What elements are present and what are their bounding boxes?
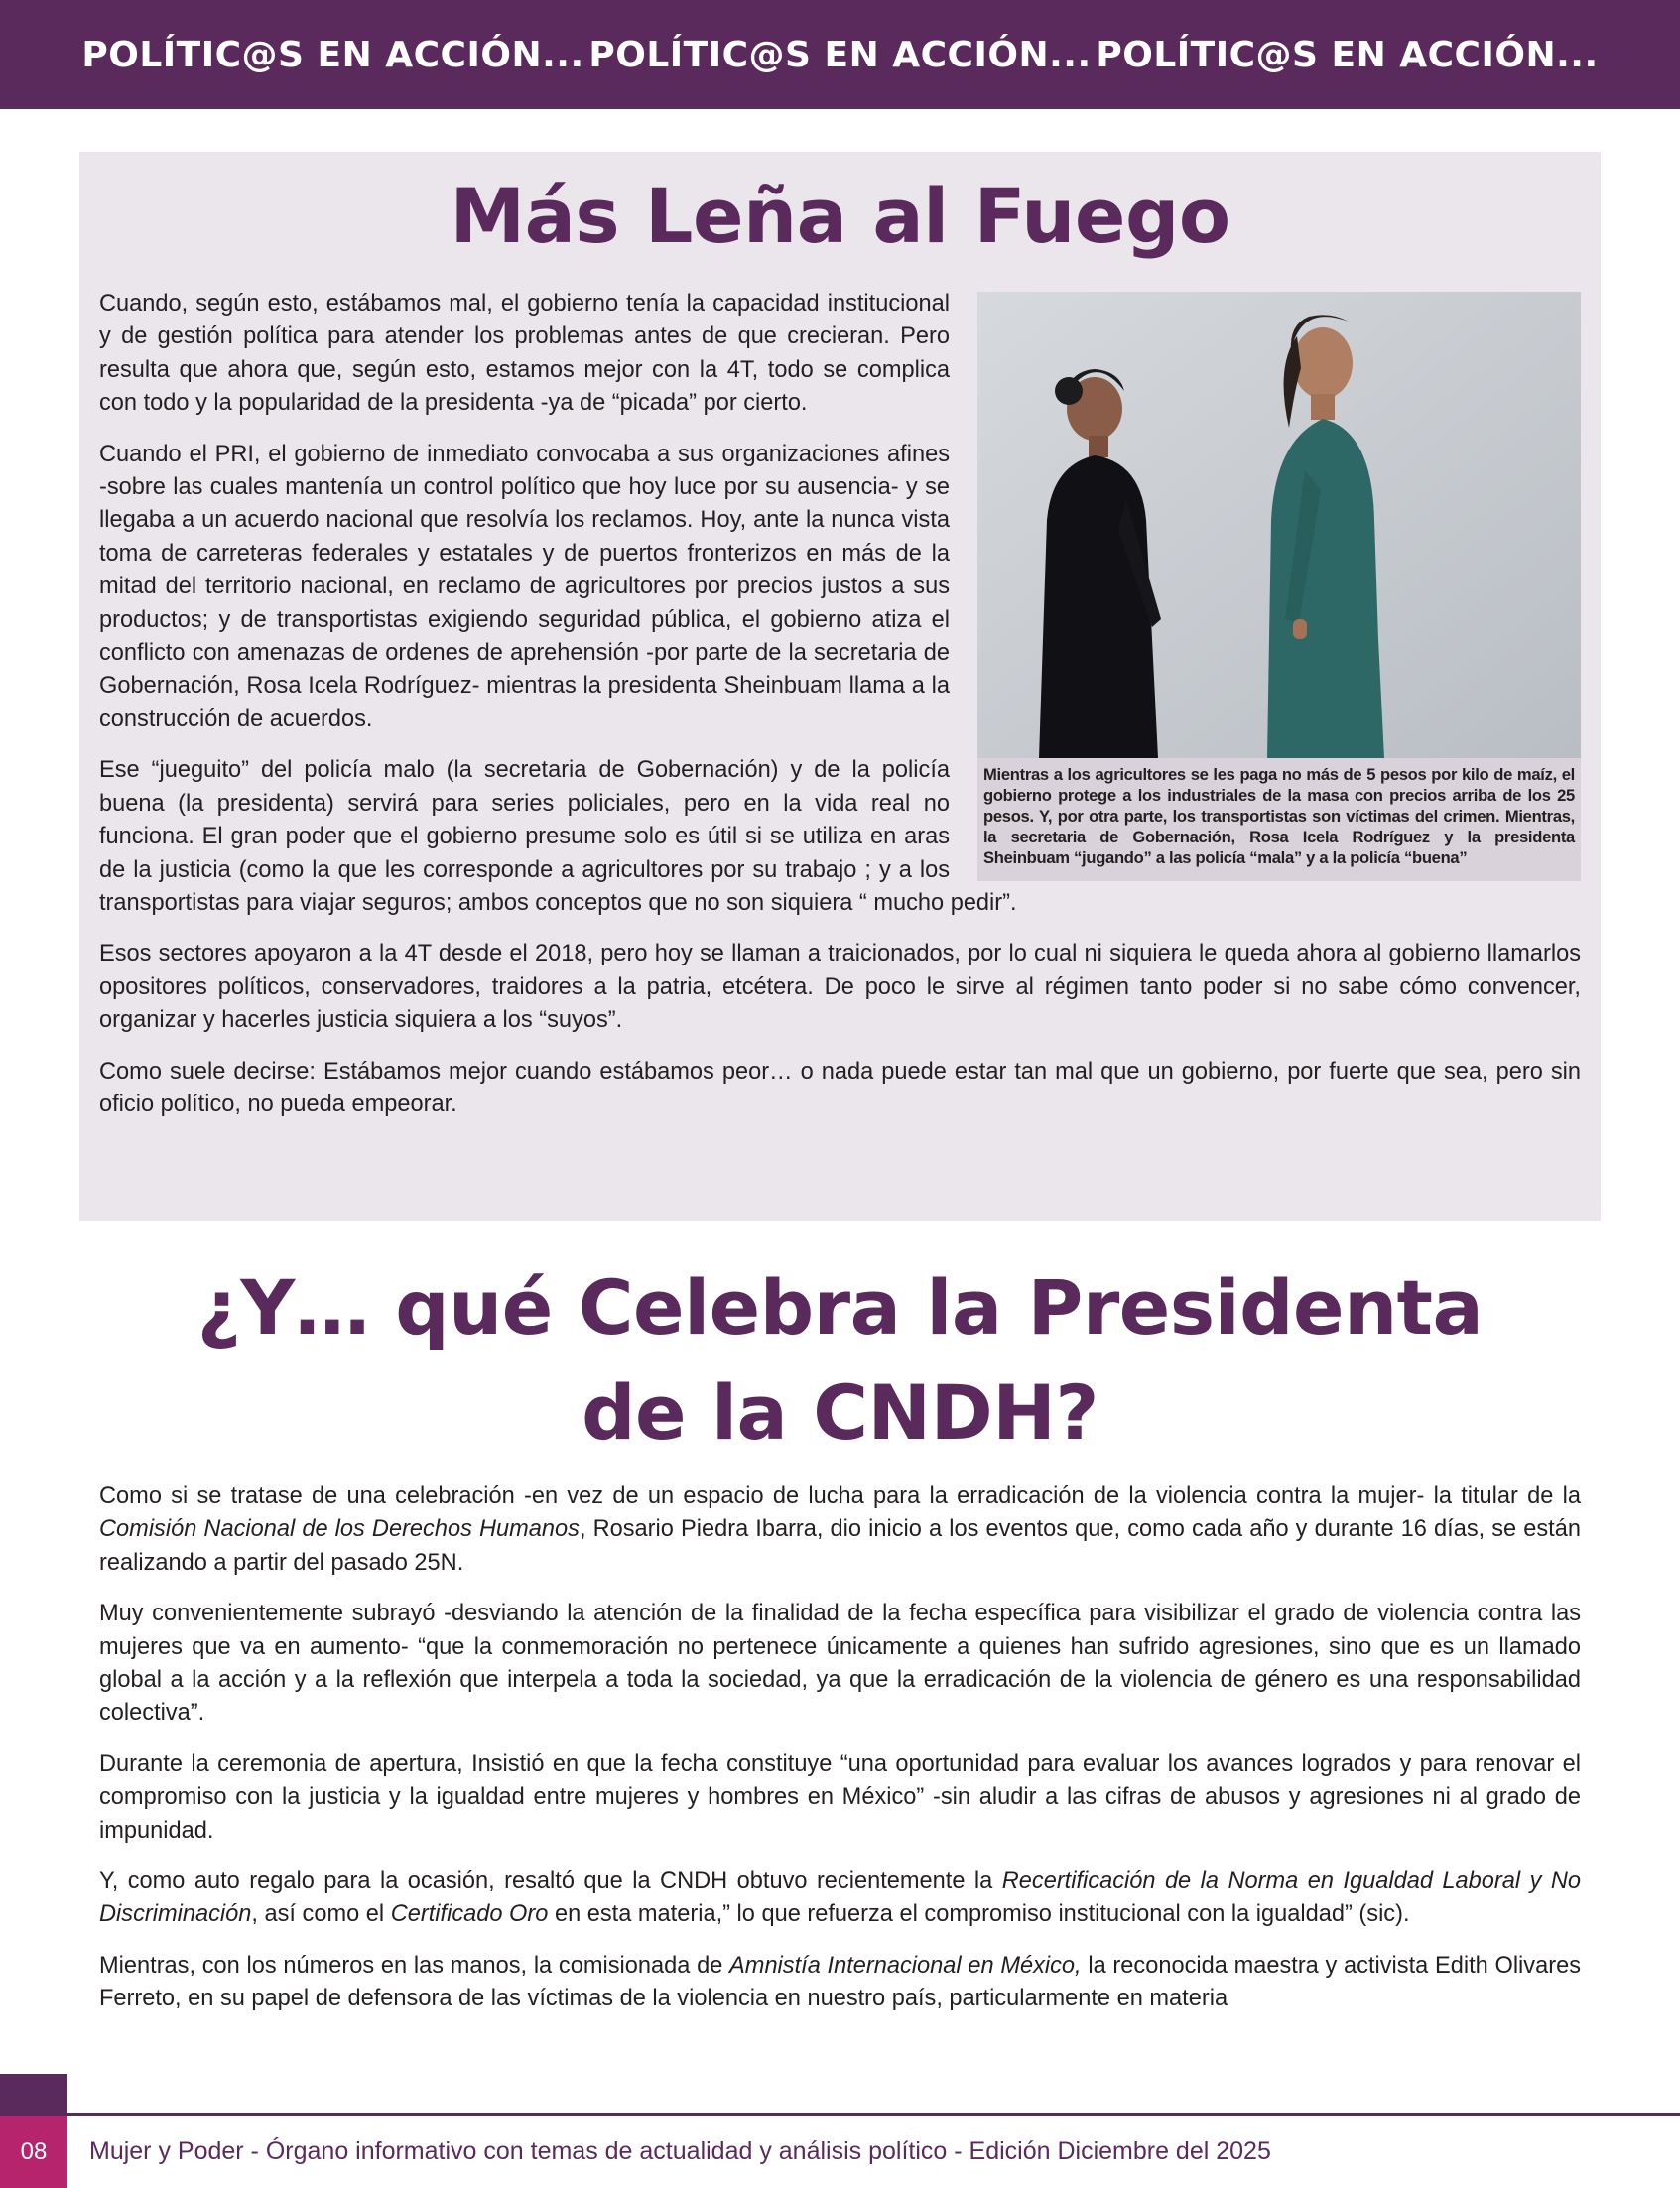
- paragraph: Como suele decirse: Estábamos mejor cuando estábamos peor… o nada puede estar tan mal que un gobierno, por fuerte que sea, pero sin oficio político, no pueda empeorar.: [99, 1058, 1581, 1117]
- paragraph: Mientras, con los números en las manos, la comisionada de Amnistía Internacional en México, la reconocida maestra y activista Edith Olivares Ferreto, en su papel de defensora de las víctimas de la violencia en nuestro país, particularmente en materia: [99, 1952, 1581, 2012]
- article-title: Más Leña al Fuego: [450, 172, 1230, 260]
- article-photo-block: [977, 292, 1581, 881]
- article-photo: [977, 292, 1581, 758]
- section-label: POLÍTIC@S EN ACCIÓN...: [1096, 34, 1599, 75]
- paragraph: Durante la ceremonia de apertura, Insistió en que la fecha constituye “una oportunidad para evaluar los avances logrados y para renovar el compromiso con la justicia y la igualdad entre mujeres y hombres en México” -sin aludir a las cifras de abusos y agresiones ni al grado de impunidad.: [99, 1750, 1581, 1844]
- article-title-cndh: [79, 1255, 1601, 1466]
- paragraph: Esos sectores apoyaron a la 4T desde el 2018, pero hoy se llaman a traicionados, por lo cual ni siquiera le queda ahora al gobierno llamarlos opositores políticos, conservadores, traidores a la patria, etcétera. De poco le sirve al régimen tanto poder si no sabe cómo convencer, organizar y hacerles justicia siquiera a los “suyos”.: [99, 941, 1581, 1034]
- paragraph: Muy convenientemente subrayó -desviando la atención de la finalidad de la fecha específica para visibilizar el grado de violencia contra las mujeres que va en aumento- “que la conmemoración no pertenece únicamente a quienes han sufrido agresiones, sino que es un llamado global a la acción y a la reflexión que interpela a toda la sociedad, ya que la erradicación de la violencia de género es una responsabilidad colectiva”.: [99, 1601, 1581, 1727]
- paragraph: Cuando el PRI, el gobierno de inmediato convocaba a sus organizaciones afines -sobre las cuales mantenía un control político que hoy luce por su ausencia- y se llegaba a un acuerdo nacional que resolvía los reclamos. Hoy, ante la nunca vista toma de carreteras federales y estatales y de puertos fronterizos en más de la mitad del territorio nacional, en reclamo de agricultores por precios justos a sus productos; y de transportistas exigiendo seguridad pública, el gobierno atiza el conflicto con amenazas de ordenes de aprehensión -por parte de la secretaria de Gobernación, Rosa Icela Rodríguez- mientras la presidenta Sheinbuam llama a la construcción de acuerdos.: [99, 441, 950, 732]
- emphasis: Comisión Nacional de los Derechos Humanos: [99, 1516, 580, 1543]
- section-label: POLÍTIC@S EN ACCIÓN...: [588, 34, 1092, 75]
- section-label: POLÍTIC@S EN ACCIÓN...: [81, 34, 584, 75]
- emphasis: Certificado Oro: [390, 1901, 549, 1928]
- title-line: ¿Y… qué Celebra la Presidenta: [196, 1263, 1484, 1351]
- article-body: [99, 288, 1581, 1139]
- paragraph: Y, como auto regalo para la ocasión, resaltó que la CNDH obtuvo recientemente la Recertificación de la Norma en Igualdad Laboral y No Discriminación, así como el Certificado Oro en esta materia,” lo que refuerza el compromiso institucional con la igualdad” (sic).: [99, 1868, 1581, 1928]
- title-line: de la CNDH?: [582, 1368, 1098, 1457]
- article-body-cndh: [99, 1480, 1581, 2034]
- footer-tab: [0, 2074, 67, 2188]
- page-number: 08: [0, 2116, 67, 2188]
- footer-divider: [67, 2113, 1680, 2116]
- emphasis: Amnistía Internacional en México,: [729, 1952, 1082, 1979]
- photo-caption: Mientras a los agricultores se les paga no más de 5 pesos por kilo de maíz, el gobierno protege a los industriales de la masa con precios arriba de los 25 pesos. Y, por otra parte, los transportistas son víctimas del crimen. Mientras, la secretaria de Gobernación, Rosa Icela Rodríguez y la presidenta Sheinbuam “jugando” a las policía “mala” y a la policía “buena”: [977, 758, 1581, 881]
- paragraph: Ese “jueguito” del policía malo (la secretaria de Gobernación) y de la policía buena (la presidenta) servirá para series policiales, pero en la vida real no funciona. El gran poder que el gobierno presume solo es útil si se utiliza en aras de la justicia (como la que les corresponde a agricultores por su trabajo ; y a los transportistas para viajar seguros; ambos conceptos que no son siquiera “ mucho pedir”.: [99, 757, 1017, 916]
- article-mas-lena-al-fuego: [79, 152, 1601, 1221]
- section-header-band: [0, 0, 1680, 109]
- photo-two-women-illustration: [977, 292, 1581, 758]
- paragraph: Como si se tratase de una celebración -en vez de un espacio de lucha para la erradicación de la violencia contra la mujer- la titular de la Comisión Nacional de los Derechos Humanos, Rosario Piedra Ibarra, dio inicio a los eventos que, como cada año y durante 16 días, se están realizando a partir del pasado 25N.: [99, 1483, 1581, 1576]
- paragraph: Cuando, según esto, estábamos mal, el gobierno tenía la capacidad institucional y de gestión política para atender los problemas antes de que crecieran. Pero resulta que ahora que, según esto, estamos mejor con la 4T, todo se complica con todo y la popularidad de la presidenta -ya de “picada” por cierto.: [99, 291, 950, 417]
- footer-text: Mujer y Poder - Órgano informativo con temas de actualidad y análisis político - Edición Diciembre del 2025: [89, 2137, 1271, 2165]
- emphasis: Recertificación de la Norma en Igualdad Laboral y No Discriminación: [99, 1868, 1581, 1928]
